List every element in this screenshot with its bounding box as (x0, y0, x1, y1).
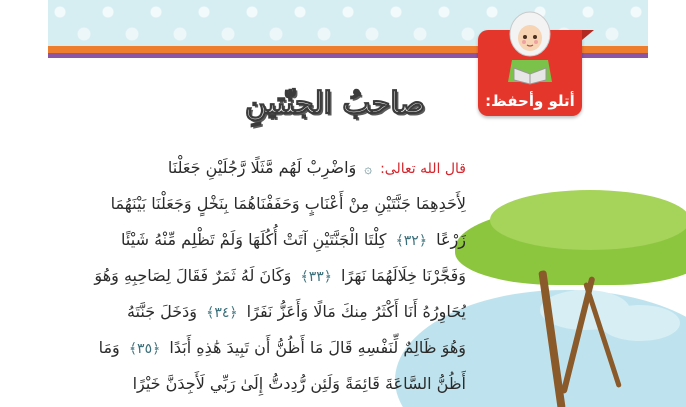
ornament-icon: ۞ (364, 162, 372, 177)
tree-canopy-top (490, 190, 686, 250)
quran-verses (78, 150, 466, 402)
lesson-title: صاحبُ الجنّتينِ (245, 86, 425, 121)
verse-intro: قال الله تعالى: (380, 161, 466, 177)
verse-line (78, 330, 466, 366)
verse-number-35: ﴿٣٥﴾ (128, 341, 161, 357)
verse-text: كِلْتَا الْجَنَّتَيْنِ آتَتْ أُكُلَهَا وَلَمْ تَظْلِم مِّنْهُ شَيْئًا (121, 230, 387, 249)
verse-text: وَمَا (98, 338, 120, 357)
badge-fold (582, 30, 594, 40)
cloud (600, 305, 680, 341)
verse-text: لِأَحَدِهِمَا جَنَّتَيْنِ مِنْ أَعْنَابٍ وَحَفَفْنَاهُمَا بِنَخْلٍ وَجَعَلْنَا بَيْنَهُمَا (110, 194, 466, 213)
verse-text: وَفَجَّرْنَا خِلَالَهُمَا نَهَرًا (341, 266, 466, 285)
verse-text: وَدَخَلَ جَنَّتَهُ (126, 302, 198, 321)
verse-line (78, 258, 466, 294)
verse-number-33: ﴿٣٣﴾ (300, 269, 332, 285)
badge-label: أتلو وأحفظ: (485, 92, 575, 110)
verse-text: يُحَاوِرُهُ أَنَا أَكْثَرُ مِنكَ مَالًا وَأَعَزُّ نَفَرًا (246, 302, 466, 321)
page-margin (0, 0, 48, 407)
verse-line (78, 294, 466, 330)
verse-text: وَكَانَ لَهُ ثَمَرٌ فَقَالَ لِصَاحِبِهِ وَهُوَ (94, 266, 292, 285)
verse-line (78, 222, 466, 258)
verse-text: أَظُنُّ السَّاعَةَ قَائِمَةً وَلَئِن رُّدِدتُّ إِلَىٰ رَبِّي لَأَجِدَنَّ خَيْرًا (132, 374, 466, 393)
verse-number-32: ﴿٣٢﴾ (395, 233, 428, 249)
verse-line (78, 186, 466, 222)
girl-reading-icon (500, 8, 560, 88)
verse-text: زَرْعًا (436, 230, 466, 249)
verse-text: وَهُوَ ظَالِمٌ لِّنَفْسِهِ قَالَ مَا أَظُنُّ أَن تَبِيدَ هَٰذِهِ أَبَدًا (169, 338, 466, 357)
verse-text: وَاضْرِبْ لَهُم مَّثَلًا رَّجُلَيْنِ جَعَلْنَا (167, 158, 357, 177)
verse-line (78, 150, 466, 186)
verse-line (78, 366, 466, 402)
verse-number-34: ﴿٣٤﴾ (206, 305, 238, 321)
